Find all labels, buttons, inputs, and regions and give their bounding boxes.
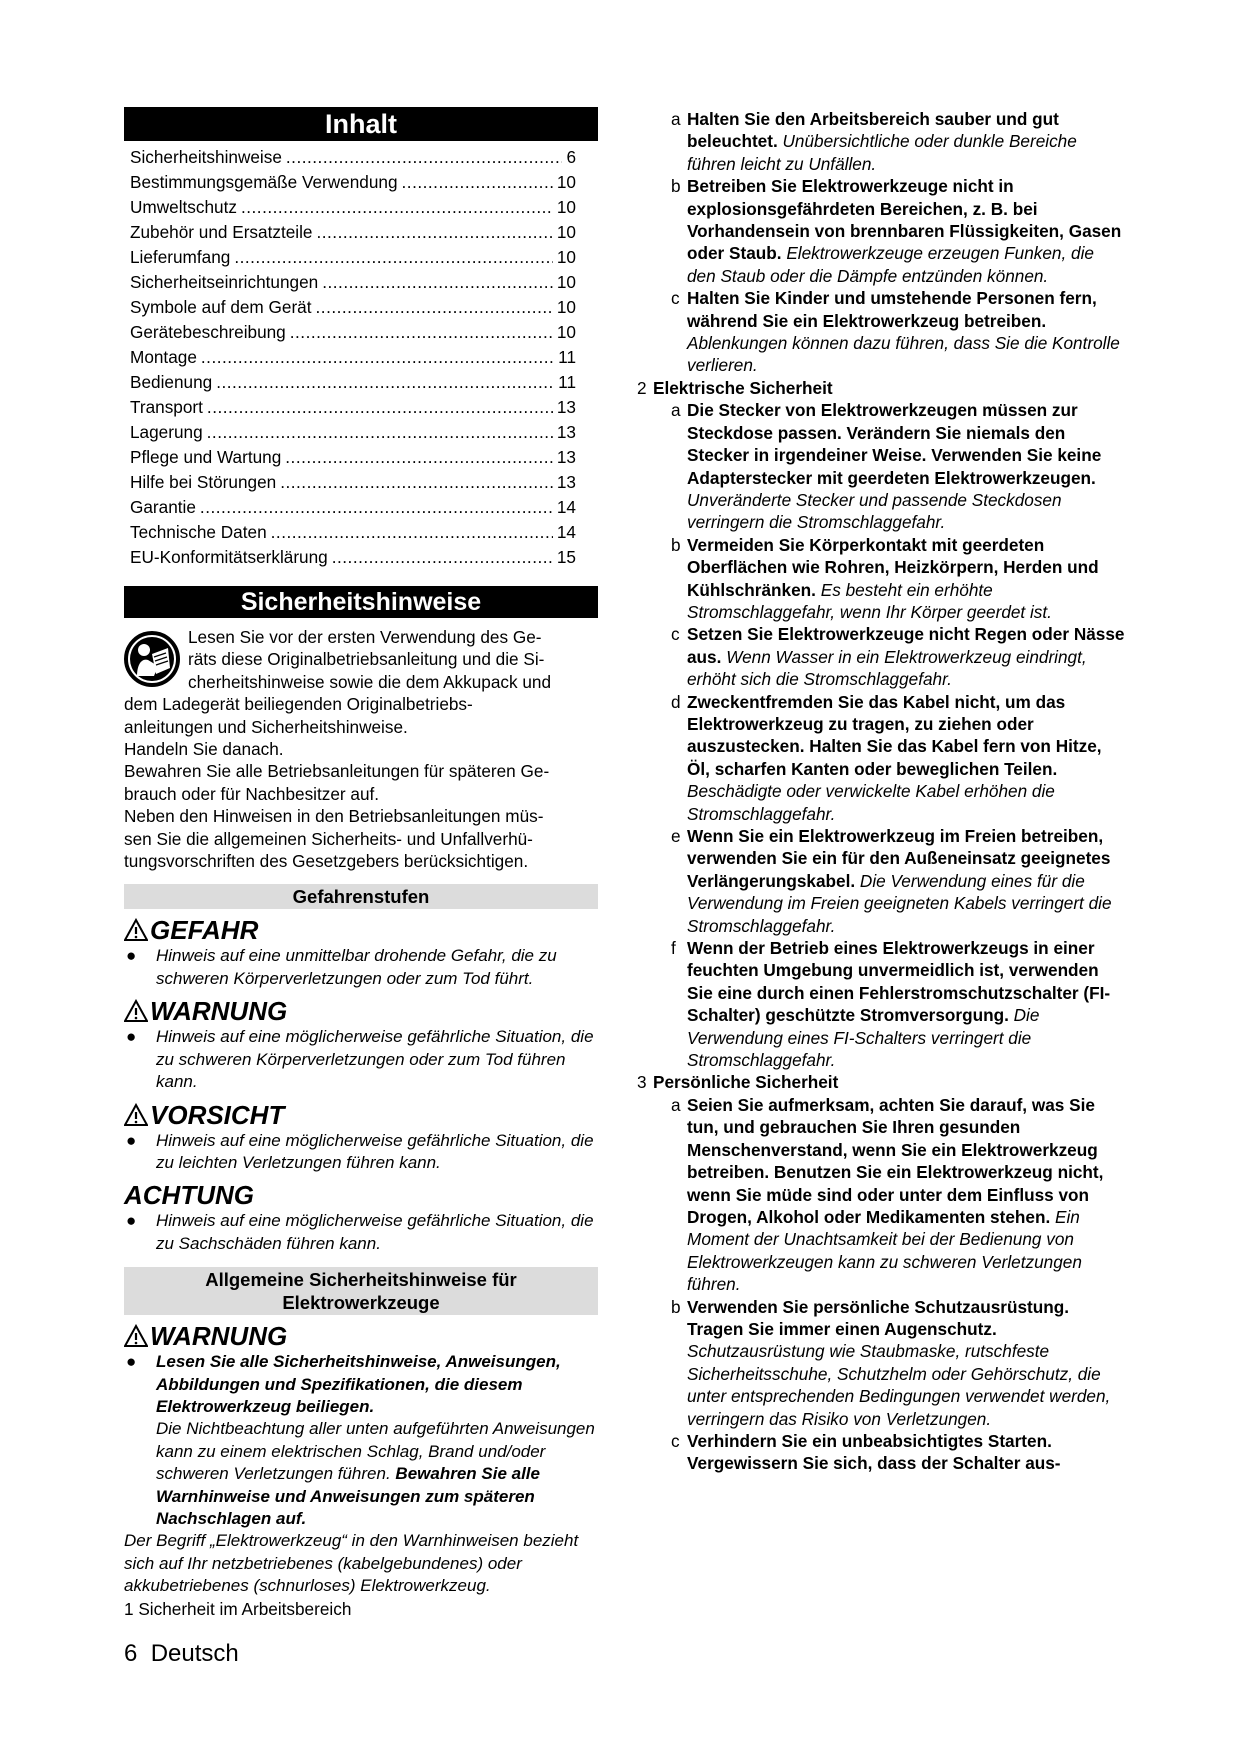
toc-entry-page: 14 bbox=[556, 522, 576, 542]
warning-triangle-icon bbox=[124, 1103, 148, 1127]
gefahr-signal bbox=[124, 915, 598, 945]
toc-leader-dots bbox=[402, 170, 553, 195]
item-3c: c Verhindern Sie ein unbeabsichtigtes Starten. Vergewissern Sie sich, dass der Schalter aus- bbox=[671, 1430, 1061, 1474]
toc-entry[interactable] bbox=[130, 295, 576, 320]
begriff-text: Der Begriff „Elektrowerkzeug“ in den Warnhinweisen bezieht sich auf Ihr netzbetriebenes (kabelgebundenes) oder akkubetriebenes (schnurloses) Elektrowerkzeug. bbox=[124, 1531, 579, 1596]
toc-entry-label: Pflege und Wartung bbox=[130, 447, 282, 467]
gefahr-text: ● Hinweis auf eine unmittelbar drohende Gefahr, die zu schweren Körperverletzungen oder zum Tod führt. bbox=[126, 946, 557, 988]
warning-triangle-icon bbox=[124, 1324, 148, 1348]
toc-entry-page: 13 bbox=[556, 472, 576, 492]
toc-entry[interactable] bbox=[130, 470, 576, 495]
toc-entry[interactable] bbox=[130, 270, 576, 295]
general-safety-heading: Allgemeine Sicherheitshinweise für Elektrowerkzeuge bbox=[124, 1267, 598, 1315]
toc-entry-page: 10 bbox=[556, 272, 576, 292]
toc-entry[interactable] bbox=[130, 195, 576, 220]
toc-entry[interactable] bbox=[130, 495, 576, 520]
item-1a: a Halten Sie den Arbeitsbereich sauber und gut beleuchtet. Unübersichtliche oder dunkle Bereiche führen leicht zu Unfällen. bbox=[671, 109, 1077, 174]
toc-entry-page: 14 bbox=[556, 497, 576, 517]
toc-leader-dots bbox=[332, 545, 553, 570]
toc-leader-dots bbox=[207, 420, 553, 445]
read-manual-icon bbox=[124, 630, 180, 688]
toc-leader-dots bbox=[316, 295, 553, 320]
page-number: 6 bbox=[124, 1640, 138, 1667]
toc-leader-dots bbox=[241, 195, 553, 220]
toc-leader-dots bbox=[216, 370, 554, 395]
toc-entry[interactable] bbox=[130, 170, 576, 195]
toc-leader-dots bbox=[290, 320, 553, 345]
achtung-label: ACHTUNG bbox=[124, 1180, 254, 1211]
toc-entry[interactable] bbox=[130, 320, 576, 345]
item-2b: b Vermeiden Sie Körperkontakt mit geerdeten Oberflächen wie Rohren, Heizkörpern, Herden und Kühlschränken. Es besteht ein erhöhte Stromschlaggefahr, wenn Ihr Körper geerdet ist. bbox=[671, 534, 1099, 622]
toc-entry-label: Technische Daten bbox=[130, 522, 267, 542]
toc-entry[interactable] bbox=[130, 445, 576, 470]
toc-leader-dots bbox=[201, 345, 554, 370]
toc-heading: Inhalt bbox=[124, 107, 598, 141]
safety-heading: Sicherheitshinweise bbox=[124, 586, 598, 618]
toc-leader-dots bbox=[316, 220, 552, 245]
warning-triangle-icon bbox=[124, 918, 148, 942]
toc-entry-page: 13 bbox=[556, 422, 576, 442]
vorsicht-label: VORSICHT bbox=[150, 1099, 285, 1130]
toc-entry[interactable] bbox=[130, 395, 576, 420]
toc-entry-page: 10 bbox=[556, 222, 576, 242]
intro-line: Lesen Sie vor der ersten Verwendung des Ge- bbox=[188, 627, 542, 647]
general-warnung-signal bbox=[124, 1321, 598, 1351]
item-3a: a Seien Sie aufmerksam, achten Sie darauf, was Sie tun, und gebrauchen Sie Ihren gesunden Menschenverstand, wenn Sie ein Elektrowerkzeug betreiben. Benutzen Sie ein Elektrowerkzeug nicht, wenn Sie müde sind oder unter dem Einfluss von Drogen, Alkohol oder Medikamenten stehen. Ein Moment der Unachtsamkeit bei der Bedienung von Elektrowerkzeugen kann zu schweren Verletzungen führen. bbox=[671, 1094, 1104, 1295]
toc-leader-dots bbox=[322, 270, 553, 295]
item-1b: b Betreiben Sie Elektrowerkzeuge nicht in explosionsgefährdeten Bereichen, z. B. bei Vorhandensein von brennbaren Flüssigkeiten, Gasen oder Staub. Elektrowerkzeuge erzeugen Funken, die den Staub oder die Dämpfe entzünden können. bbox=[671, 176, 1122, 286]
item-3b: b Verwenden Sie persönliche Schutzausrüstung. Tragen Sie immer einen Augenschutz. Schutzausrüstung wie Staubmaske, rutschfeste Sicherheitsschuhe, Schutzhelm oder Gehörschutz, die unter entsprechenden Bedingungen verwendet werden, verringern das Risiko von Verletzungen. bbox=[671, 1296, 1111, 1429]
toc-entry-label: Hilfe bei Störungen bbox=[130, 472, 277, 492]
toc-entry[interactable] bbox=[130, 245, 576, 270]
general-warnung-label: WARNUNG bbox=[150, 1321, 288, 1352]
toc-leader-dots bbox=[280, 470, 553, 495]
toc-entry-page: 13 bbox=[556, 397, 576, 417]
toc-entry-label: Gerätebeschreibung bbox=[130, 322, 286, 342]
right-column bbox=[637, 108, 1127, 1475]
toc-entry[interactable] bbox=[130, 420, 576, 445]
item-2f: f Wenn der Betrieb eines Elektrowerkzeugs in einer feuchten Umgebung unvermeidlich ist, verwenden Sie eine durch einen Fehlerstromschutzschalter (FI-Schalter) geschützte Stromversorgung. Die Verwendung eines FI-Schalters verringert die Stromschlaggefahr. bbox=[671, 938, 1111, 1071]
warnung-text: ● Hinweis auf eine möglicherweise gefährliche Situation, die zu schweren Körperverletzungen oder zum Tod führen kann. bbox=[126, 1027, 594, 1092]
toc-entry-page: 10 bbox=[556, 297, 576, 317]
intro-text: Neben den Hinweisen in den Betriebsanleitungen müs- bbox=[124, 806, 544, 827]
intro-text: brauch oder für Nachbesitzer auf. bbox=[124, 783, 380, 804]
toc-entry[interactable] bbox=[130, 520, 576, 545]
gefahr-label: GEFAHR bbox=[150, 915, 259, 946]
toc-entry-label: Bestimmungsgemäße Verwendung bbox=[130, 172, 398, 192]
left-column bbox=[124, 107, 598, 1620]
general-warning-text: ● Lesen Sie alle Sicherheitshinweise, Anweisungen, Abbildungen und Spezifikationen, die diesem Elektrowerkzeug beiliegen. Die Nichtbeachtung aller unten aufgeführten Anweisungen kann zu einem elektrischen Schlag, Brand und/oder schweren Verletzungen führen. Bewahren Sie alle Warnhinweise und Anweisungen zum späteren Nachschlagen auf. bbox=[126, 1352, 595, 1528]
toc-entry-label: Garantie bbox=[130, 497, 196, 517]
toc-entry-page: 10 bbox=[556, 322, 576, 342]
toc-entry-page: 10 bbox=[556, 247, 576, 267]
intro-text: sen Sie die allgemeinen Sicherheits- und Unfallverhü- bbox=[124, 828, 533, 849]
safety-intro bbox=[124, 626, 598, 872]
toc-entry-page: 11 bbox=[558, 347, 576, 367]
toc-entry-label: Transport bbox=[130, 397, 203, 417]
toc-entry-label: Lagerung bbox=[130, 422, 203, 442]
toc-leader-dots bbox=[234, 245, 553, 270]
toc-entry[interactable] bbox=[130, 545, 576, 570]
intro-line: dem Ladegerät beiliegenden Originalbetriebs- bbox=[124, 694, 473, 715]
achtung-text: ● Hinweis auf eine möglicherweise gefährliche Situation, die zu Sachschäden führen kann. bbox=[126, 1211, 594, 1253]
toc-entry-label: Montage bbox=[130, 347, 197, 367]
toc-entry-page: 13 bbox=[556, 447, 576, 467]
toc-entry-label: Sicherheitseinrichtungen bbox=[130, 272, 319, 292]
toc-entry[interactable] bbox=[130, 220, 576, 245]
section-3-heading: 3 Persönliche Sicherheit bbox=[637, 1072, 839, 1093]
toc-entry-label: Zubehör und Ersatzteile bbox=[130, 222, 313, 242]
intro-line: räts diese Originalbetriebsanleitung und die Si- bbox=[188, 649, 545, 670]
warnung-signal bbox=[124, 996, 598, 1026]
toc-entry-page: 10 bbox=[556, 197, 576, 217]
item-2e: e Wenn Sie ein Elektrowerkzeug im Freien betreiben, verwenden Sie ein für den Außeneinsatz geeignetes Verlängerungskabel. Die Verwendung eines für die Verwendung im Freien geeigneten Kabels verringert die Stromschlaggefahr. bbox=[671, 826, 1112, 936]
vorsicht-text: ● Hinweis auf eine möglicherweise gefährliche Situation, die zu leichten Verletzungen führen kann. bbox=[126, 1130, 594, 1172]
toc-entry-label: Umweltschutz bbox=[130, 197, 237, 217]
intro-line: cherheitshinweise sowie die dem Akkupack und bbox=[188, 671, 552, 692]
toc-leader-dots bbox=[200, 495, 553, 520]
intro-text: tungsvorschriften des Gesetzgebers berücksichtigen. bbox=[124, 851, 529, 872]
item-2c: c Setzen Sie Elektrowerkzeuge nicht Regen oder Nässe aus. Wenn Wasser in ein Elektrowerkzeug eindringt, erhöht sich die Stromschlaggefahr. bbox=[671, 624, 1125, 690]
toc-list bbox=[130, 145, 598, 570]
toc-entry[interactable] bbox=[130, 370, 576, 395]
warning-triangle-icon bbox=[124, 999, 148, 1023]
toc-entry-label: Symbole auf dem Gerät bbox=[130, 297, 312, 317]
toc-entry[interactable] bbox=[130, 345, 576, 370]
footer-language: Deutsch bbox=[150, 1640, 239, 1667]
section-2-heading: 2 Elektrische Sicherheit bbox=[637, 377, 833, 398]
toc-entry-label: Sicherheitshinweise bbox=[130, 147, 282, 167]
toc-entry-page: 10 bbox=[556, 172, 576, 192]
toc-entry-page: 11 bbox=[558, 372, 576, 392]
intro-text: Bewahren Sie alle Betriebsanleitungen für späteren Ge- bbox=[124, 761, 550, 782]
hazard-levels-heading: Gefahrenstufen bbox=[124, 884, 598, 909]
item-2d: d Zweckentfremden Sie das Kabel nicht, um das Elektrowerkzeug zu tragen, zu ziehen oder auszustecken. Halten Sie das Kabel fern von Hitze, Öl, scharfen Kanten oder beweglichen Teilen. Beschädigte oder verwickelte Kabel erhöhen die Stromschlaggefahr. bbox=[671, 691, 1102, 824]
warnung-label: WARNUNG bbox=[150, 996, 288, 1027]
toc-entry-label: Bedienung bbox=[130, 372, 213, 392]
section-1-heading: 1 Sicherheit im Arbeitsbereich bbox=[124, 1598, 352, 1619]
toc-entry-page: 6 bbox=[566, 147, 576, 167]
page-footer bbox=[124, 1640, 239, 1668]
toc-leader-dots bbox=[207, 395, 553, 420]
achtung-signal bbox=[124, 1180, 598, 1210]
toc-leader-dots bbox=[286, 145, 563, 170]
item-1c: c Halten Sie Kinder und umstehende Personen fern, während Sie ein Elektrowerkzeug betreiben. Ablenkungen können dazu führen, dass Sie die Kontrolle verlieren. bbox=[671, 288, 1120, 376]
toc-entry[interactable] bbox=[130, 145, 576, 170]
item-2a: a Die Stecker von Elektrowerkzeugen müssen zur Steckdose passen. Verändern Sie niemals den Stecker in irgendeiner Weise. Verwenden Sie keine Adapterstecker mit geerdeten Elektrowerkzeugen. Unveränderte Stecker und passende Steckdosen verringern die Stromschlaggefahr. bbox=[671, 400, 1102, 533]
toc-leader-dots bbox=[285, 445, 553, 470]
toc-entry-label: EU-Konformitätserklärung bbox=[130, 547, 328, 567]
toc-entry-label: Lieferumfang bbox=[130, 247, 231, 267]
toc-entry-page: 15 bbox=[556, 547, 576, 567]
intro-text: anleitungen und Sicherheitshinweise. bbox=[124, 716, 408, 737]
toc-leader-dots bbox=[271, 520, 553, 545]
intro-text: Handeln Sie danach. bbox=[124, 739, 284, 760]
vorsicht-signal bbox=[124, 1100, 598, 1130]
